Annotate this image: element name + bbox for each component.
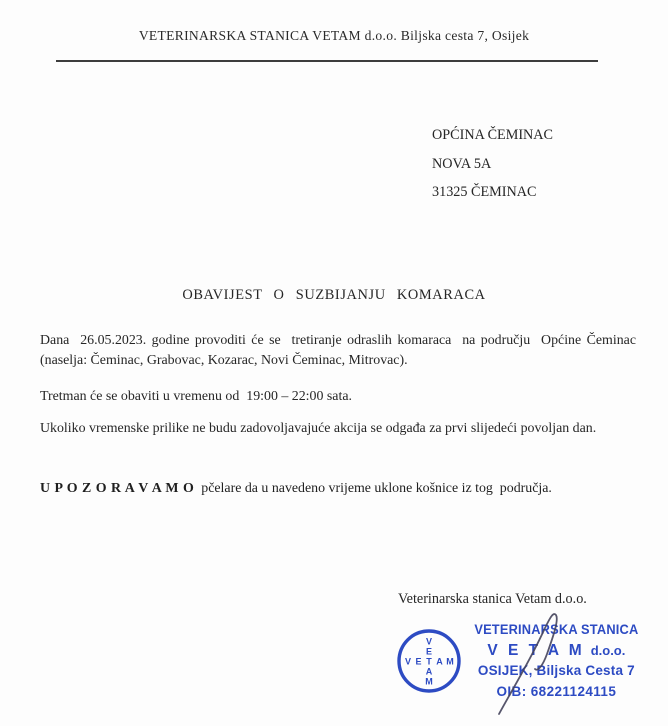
stamp-logo-letter: A [436, 656, 443, 667]
stamp-logo-letter: V [425, 636, 433, 647]
stamp-company-line: VETERINARSKA STANICA [474, 622, 639, 637]
letterhead-rule [56, 60, 598, 62]
recipient-city: 31325 ČEMINAC [432, 184, 537, 200]
stamp-circle-logo-icon [394, 626, 464, 696]
recipient-street: NOVA 5A [432, 155, 492, 172]
stamp-logo-letter: E [425, 646, 433, 657]
stamp-logo-letter: V [404, 656, 412, 667]
closing-company-name: Veterinarska stanica Vetam d.o.o. [398, 591, 587, 607]
stamp-logo-letter: M [446, 656, 454, 667]
stamp-name-line [487, 641, 625, 662]
document-subject: OBAVIJEST O SUZBIJANJU KOMARACA [182, 287, 486, 303]
stamp-suffix: d.o.o. [590, 642, 626, 658]
stamp-logo-letter: A [425, 666, 433, 677]
recipient-address [432, 121, 553, 207]
stamp-name: V E T A M [487, 641, 585, 659]
paragraph-treatment-time: Tretman će se obaviti u vremenu od 19:00 – 22:00 sata. [40, 389, 352, 404]
recipient-name: OPĆINA ČEMINAC [432, 127, 554, 143]
paragraph-weather-note: Ukoliko vremenske prilike ne budu zadovoljavajuće akcija se odgađa za prvi slijedeći povoljan dan. [40, 421, 597, 436]
warning-text: pčelare da u navedeno vrijeme uklone košnice iz tog područja. [194, 481, 552, 496]
stamp-logo-letter: T [426, 656, 432, 667]
company-stamp [394, 620, 643, 702]
stamp-logo-letter: E [415, 656, 422, 667]
stamp-address-line: OSIJEK, Biljska Cesta 7 [477, 663, 635, 678]
stamp-text-block [470, 620, 643, 702]
stamp-logo-letter: M [425, 676, 433, 687]
paragraph-beekeeper-warning [40, 481, 650, 497]
letterhead-title: VETERINARSKA STANICA VETAM d.o.o. Biljska cesta 7, Osijek [138, 28, 530, 43]
paragraph-treatment-date: Dana 26.05.2023. godine provoditi će se tretiranje odraslih komaraca na području Općine Čeminac (naselja: Čeminac, Grabovac, Kozarac, Novi Čeminac, Mitrovac). [40, 333, 640, 368]
stamp-oib-line: OIB: 68221124115 [496, 683, 617, 699]
warning-emphasis: U P O Z O R A V A M O [40, 481, 195, 496]
